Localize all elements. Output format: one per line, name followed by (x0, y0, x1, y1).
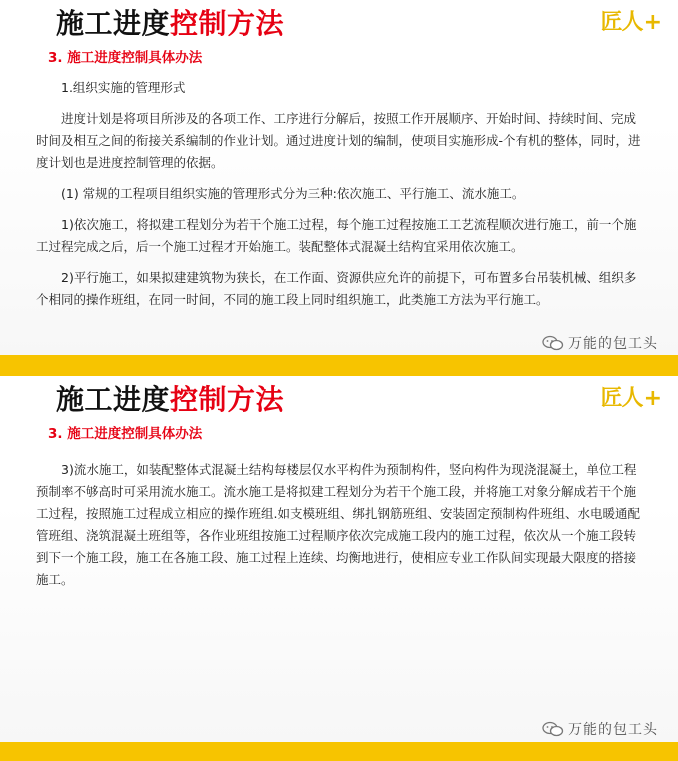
watermark (542, 719, 658, 739)
watermark-text: 万能的包工头 (568, 336, 658, 352)
paragraph: 2)平行施工，如果拟建建筑物为狭长，在工作面、资源供应允许的前提下，可布置多台吊装机械、组织多个相同的操作班组，在同一时间，不同的施工段上同时组织施工，此类施工方法为平行施工。 (36, 270, 637, 307)
divider-bar (0, 742, 678, 761)
slide-1 (0, 0, 678, 355)
watermark-text: 万能的包工头 (568, 722, 658, 738)
brand-logo (601, 10, 662, 36)
paragraph: 1.组织实施的管理形式 (61, 80, 186, 95)
section-subtitle: 3. 施工进度控制具体办法 (48, 50, 203, 66)
title-red-part: 控制方法 (170, 7, 285, 40)
logo-plus-icon: + (643, 386, 662, 411)
slide-content (36, 459, 642, 591)
slide-title (56, 4, 284, 44)
title-black-part: 施工进度 (56, 383, 171, 416)
title-black-part: 施工进度 (56, 7, 171, 40)
logo-text: 匠人 (600, 10, 643, 35)
paragraph: 3)流水施工，如装配整体式混凝土结构每楼层仅水平构件为预制构件，竖向构件为现浇混凝土，单位工程预制率不够高时可采用流水施工。流水施工是将拟建工程划分为若干个施工段，并将施工对象分解成若干个施工过程，按照施工过程成立相应的操作班组.如支模班组、绑扎钢筋班组、安装固定预制构件班组、水电暖通配管班组、浇筑混凝土班组等，各作业班组按施工过程顺序依次完成施工段内的施工过程，依次从一个施工段转到下一个施工段，施工在各施工段、施工过程上连续、均衡地进行，使相应专业工作队间实现最大限度的搭接施工。 (36, 462, 640, 587)
logo-text: 匠人 (600, 386, 643, 411)
section-subtitle: 3. 施工进度控制具体办法 (48, 426, 203, 442)
slide-title (56, 380, 284, 420)
logo-plus-icon: + (643, 10, 662, 35)
title-red-part: 控制方法 (170, 383, 285, 416)
slide-2 (0, 376, 678, 742)
divider-bar (0, 355, 678, 376)
wechat-icon (542, 721, 564, 737)
wechat-icon (542, 335, 564, 351)
slide-content (36, 77, 642, 311)
paragraph: (1) 常规的工程项目组织实施的管理形式分为三种:依次施工、平行施工、流水施工。 (61, 186, 525, 201)
paragraph: 进度计划是将项目所涉及的各项工作、工序进行分解后，按照工作开展顺序、开始时间、持续时间、完成时间及相互之间的衔接关系编制的作业计划。通过进度计划的编制，使项目实施形成-个有机的整体，同时，进度计划也是进度控制管理的依据。 (36, 111, 641, 170)
brand-logo (601, 386, 662, 412)
paragraph: 1)依次施工，将拟建工程划分为若干个施工过程，每个施工过程按施工工艺流程顺次进行施工，前一个施工过程完成之后，后一个施工过程才开始施工。装配整体式混凝土结构宜采用依次施工。 (36, 217, 637, 254)
watermark (542, 333, 658, 353)
